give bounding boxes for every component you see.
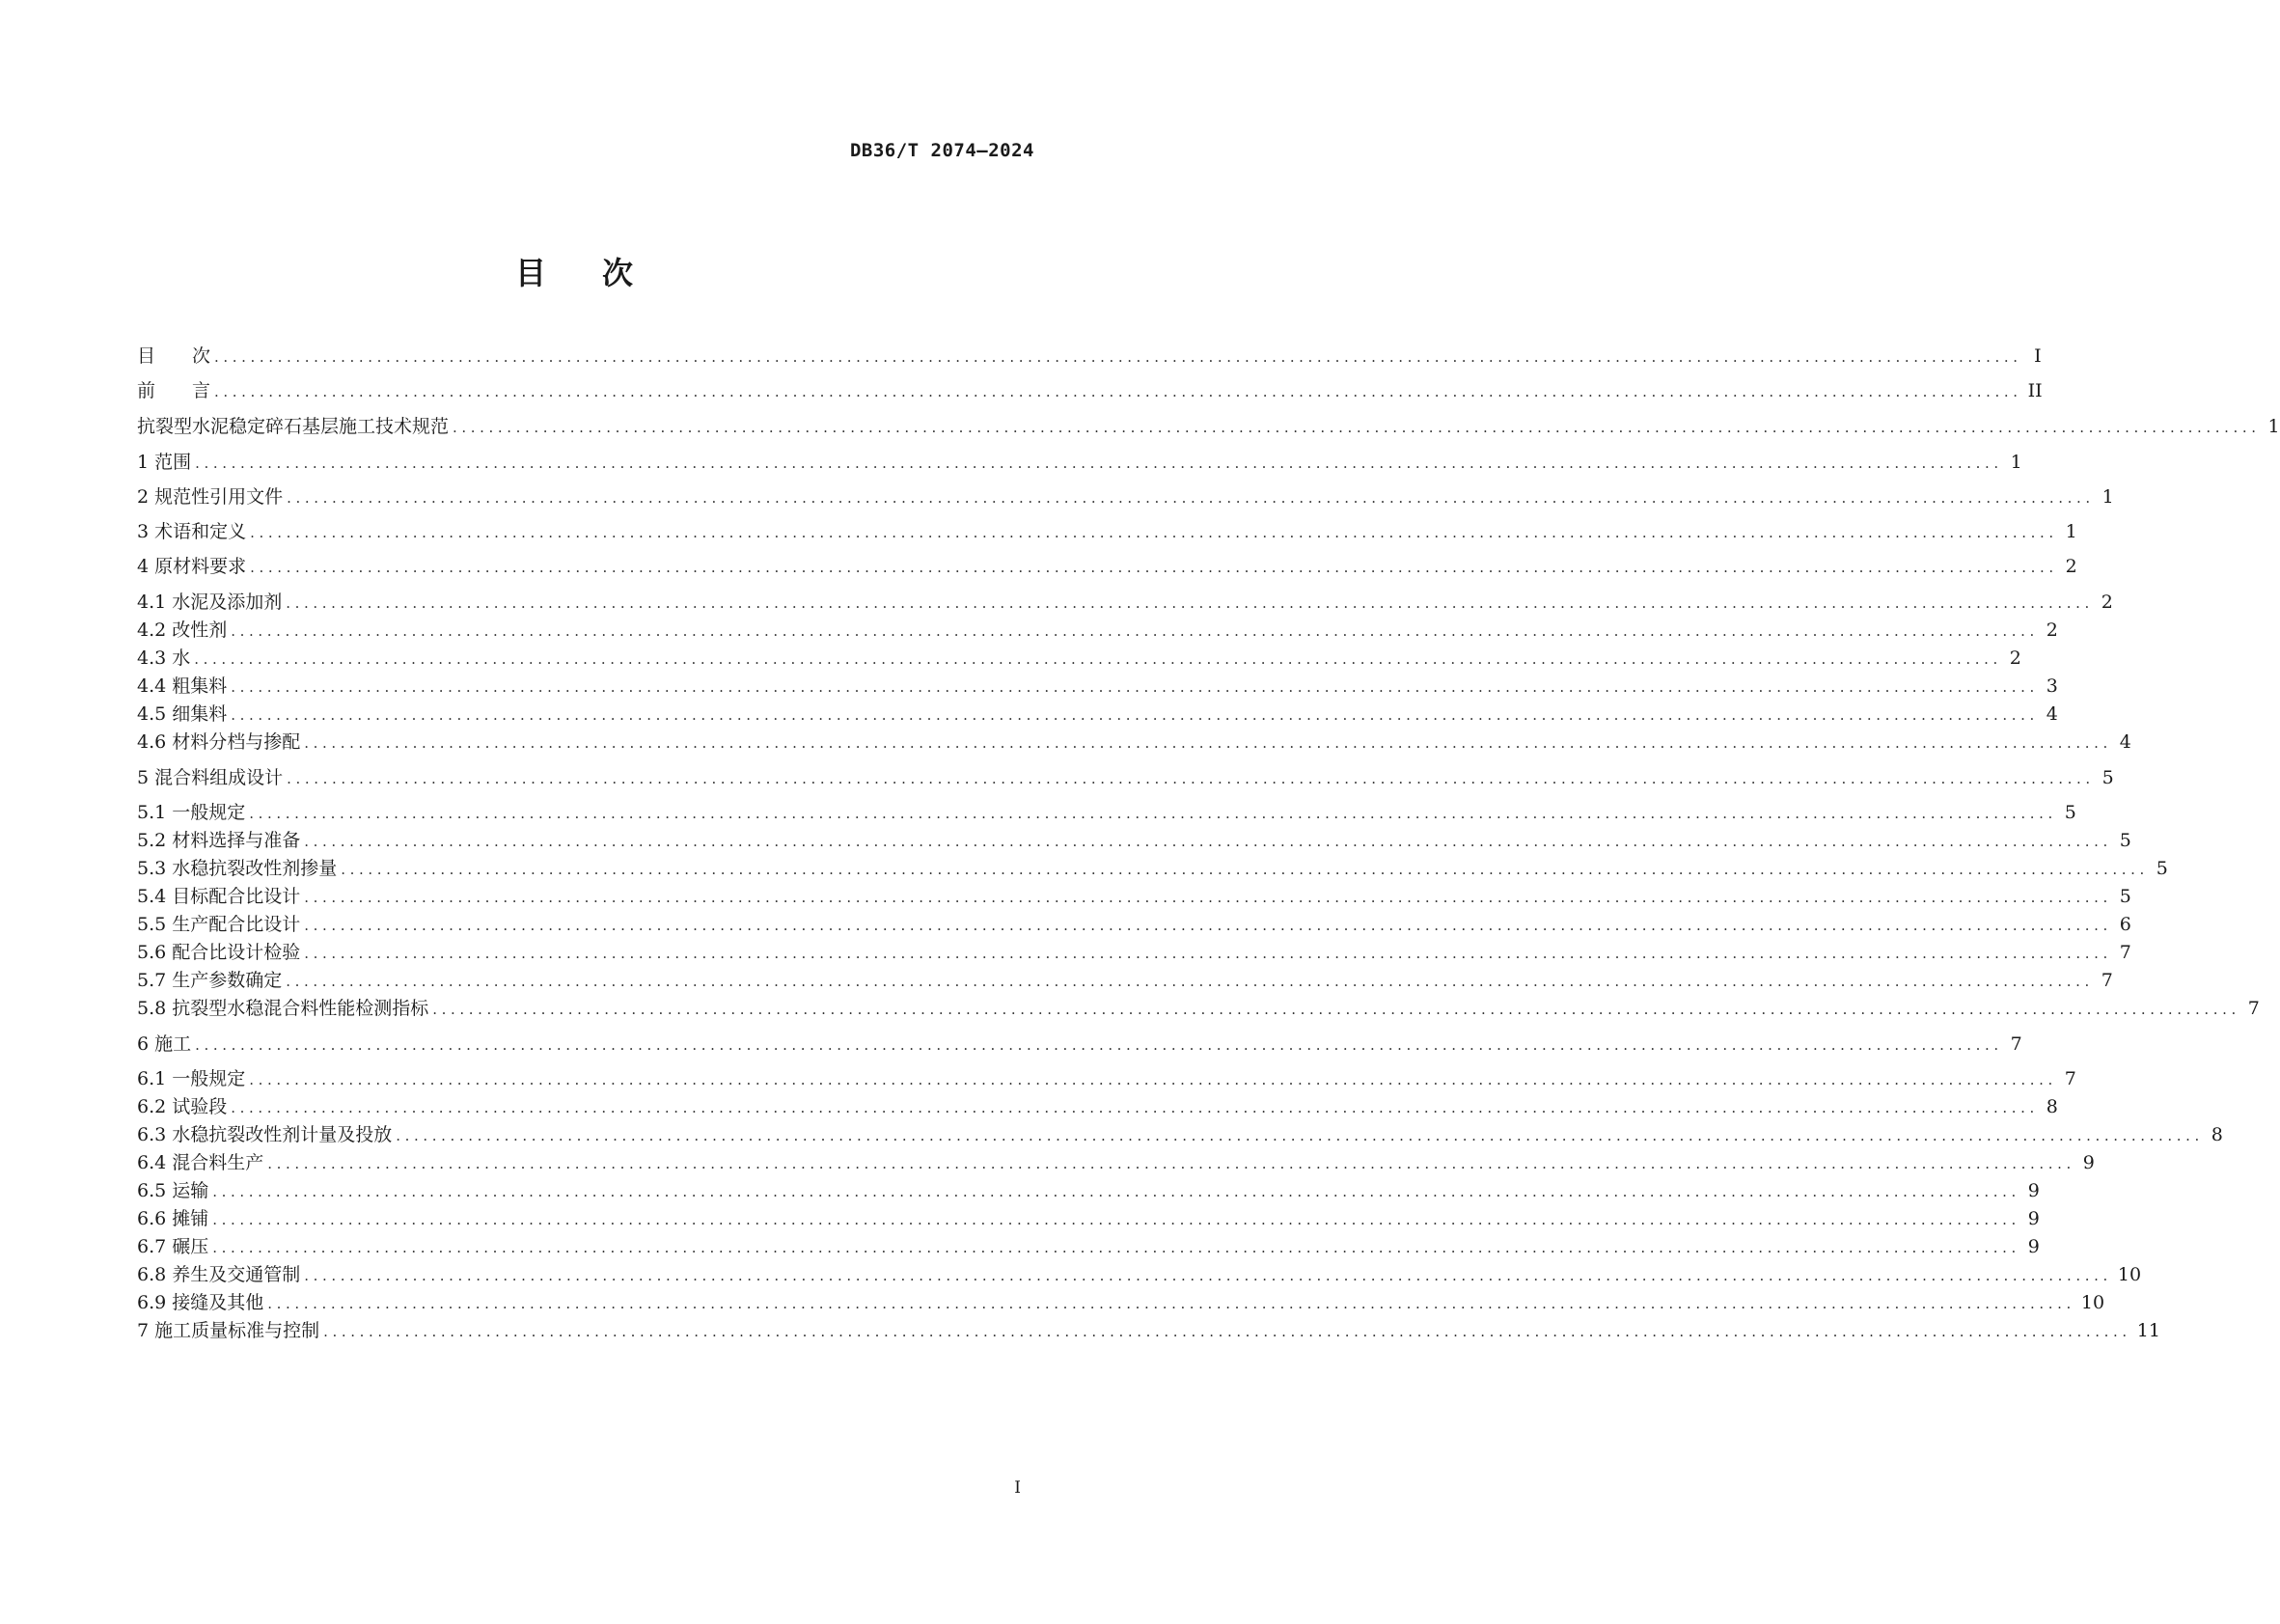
toc-leader-dots: ........................................................................................................................................................................................................ — [304, 833, 2112, 850]
toc-entry-label: 1 范围 — [137, 452, 192, 473]
toc-entry-label: 4 原材料要求 — [137, 556, 247, 577]
toc-leader-dots: ........................................................................................................................................................................................................ — [304, 1267, 2112, 1284]
toc-entry-page: 9 — [2027, 1236, 2040, 1257]
toc-entry-label: 6.6 摊铺 — [137, 1208, 209, 1229]
toc-entry-label: 4.4 粗集料 — [137, 675, 228, 697]
toc-entry-label: 4.1 水泥及添加剂 — [137, 592, 283, 613]
toc-entry-label: 6.2 试验段 — [137, 1096, 228, 1117]
toc-leader-dots: ........................................................................................................................................................................................................ — [231, 622, 2039, 640]
toc-entry-label: 4.3 水 — [137, 647, 191, 669]
toc-entry-page: II — [2027, 380, 2043, 401]
toc-entry[interactable] — [137, 589, 2113, 616]
toc-entry[interactable] — [137, 483, 2114, 510]
toc-entry-label: 3 术语和定义 — [137, 521, 247, 542]
standard-code: DB36/T 2074—2024 — [849, 140, 1034, 161]
toc-entry-page: 6 — [2119, 914, 2131, 935]
toc-entry[interactable] — [137, 1317, 2160, 1344]
toc-entry[interactable] — [137, 701, 2058, 728]
toc-entry[interactable] — [137, 1261, 2142, 1288]
toc-entry-label: 4.5 细集料 — [137, 703, 228, 725]
toc-entry-page: 3 — [2046, 675, 2058, 697]
toc-entry-page: 1 — [2065, 521, 2077, 542]
toc-entry-page: 8 — [2046, 1096, 2058, 1117]
toc-entry[interactable] — [137, 1233, 2040, 1260]
toc-entry-page: 4 — [2046, 703, 2058, 725]
toc-leader-dots: ........................................................................................................................................................................................................ — [453, 419, 2261, 436]
toc-leader-dots: ........................................................................................................................................................................................................ — [250, 524, 2058, 541]
toc-leader-dots: ........................................................................................................................................................................................................ — [250, 559, 2058, 576]
toc-entry[interactable] — [137, 911, 2131, 938]
toc-leader-dots: ........................................................................................................................................................................................................ — [396, 1127, 2204, 1144]
toc-entry-label: 5 混合料组成设计 — [137, 767, 284, 788]
toc-entry-page: 2 — [2046, 619, 2058, 641]
toc-entry-page: 5 — [2156, 858, 2168, 879]
toc-entry-label: 5.4 目标配合比设计 — [137, 886, 301, 907]
toc-leader-dots: ........................................................................................................................................................................................................ — [231, 1099, 2039, 1116]
toc-entry[interactable] — [137, 553, 2077, 580]
toc-entry-page: 11 — [2136, 1320, 2160, 1341]
toc-entry-page: 2 — [2101, 592, 2113, 613]
page-title — [0, 249, 1148, 293]
toc-entry[interactable] — [137, 673, 2058, 700]
toc-entry-label: 6.7 碾压 — [137, 1236, 209, 1257]
toc-entry-label: 6.4 混合料生产 — [137, 1152, 264, 1173]
toc-entry-page: 10 — [2080, 1292, 2105, 1313]
toc-entry-label: 抗裂型水泥稳定碎石基层施工技术规范 — [137, 416, 450, 437]
toc-entry-page: 9 — [2082, 1152, 2095, 1173]
toc-entry-page: 9 — [2027, 1208, 2040, 1229]
toc-leader-dots: ........................................................................................................................................................................................................ — [212, 1183, 2020, 1200]
toc-entry[interactable] — [137, 1031, 2022, 1058]
toc-leader-dots: ........................................................................................................................................................................................................ — [194, 650, 2002, 668]
toc-entry[interactable] — [137, 967, 2113, 994]
toc-entry-page: 1 — [2267, 416, 2280, 437]
toc-entry[interactable] — [137, 799, 2076, 826]
toc-leader-dots: ........................................................................................................................................................................................................ — [214, 383, 2022, 400]
toc-entry[interactable] — [137, 413, 2280, 440]
toc-entry-label: 6.8 养生及交通管制 — [137, 1264, 301, 1285]
toc-entry[interactable] — [137, 645, 2021, 672]
toc-entry-page: I — [2034, 345, 2042, 367]
toc-entry-page: 4 — [2119, 731, 2131, 753]
toc-entry-label: 4.2 改性剂 — [137, 619, 228, 641]
toc-entry-label: 目 次 — [137, 345, 211, 367]
toc-entry[interactable] — [137, 1149, 2095, 1176]
toc-entry-page: 2 — [2065, 556, 2077, 577]
toc-leader-dots: ........................................................................................................................................................................................................ — [287, 489, 2095, 507]
toc-entry[interactable] — [137, 1177, 2040, 1204]
toc-leader-dots: ........................................................................................................................................................................................................ — [231, 706, 2039, 724]
toc-leader-dots: ........................................................................................................................................................................................................ — [212, 1211, 2020, 1228]
footer-page-number: I — [1014, 1478, 1021, 1498]
toc-leader-dots: ........................................................................................................................................................................................................ — [249, 1071, 2057, 1088]
toc-leader-dots: ........................................................................................................................................................................................................ — [231, 678, 2039, 696]
toc-entry-label: 6.1 一般规定 — [137, 1068, 246, 1089]
toc-entry-page: 7 — [2101, 970, 2113, 991]
page-title-right: 次 — [602, 255, 634, 291]
toc-entry[interactable] — [137, 827, 2131, 854]
toc-leader-dots: ........................................................................................................................................................................................................ — [249, 805, 2057, 822]
toc-entry-label: 2 规范性引用文件 — [137, 486, 284, 508]
toc-entry-label: 5.2 材料选择与准备 — [137, 830, 301, 851]
toc-entry-label: 6 施工 — [137, 1033, 192, 1055]
toc-entry[interactable] — [137, 764, 2114, 791]
toc-entry-page: 7 — [2064, 1068, 2076, 1089]
toc-entry-label: 前 言 — [137, 380, 211, 401]
toc-leader-dots: ........................................................................................................................................................................................................ — [304, 917, 2112, 934]
toc-entry[interactable] — [137, 855, 2168, 882]
toc-entry-page: 7 — [2119, 942, 2131, 963]
toc-entry-label: 6.9 接缝及其他 — [137, 1292, 264, 1313]
toc-entry[interactable] — [137, 939, 2131, 966]
toc-entry-page: 5 — [2119, 886, 2131, 907]
toc-leader-dots: ........................................................................................................................................................................................................ — [214, 348, 2022, 366]
toc-entry[interactable] — [137, 995, 2260, 1022]
page-title-left: 目 — [514, 255, 546, 291]
toc-entry[interactable] — [137, 449, 2022, 476]
toc-leader-dots: ........................................................................................................................................................................................................ — [341, 861, 2149, 878]
toc-leader-dots: ........................................................................................................................................................................................................ — [286, 973, 2094, 990]
toc-entry[interactable] — [137, 883, 2131, 910]
toc-entry-label: 6.3 水稳抗裂改性剂计量及投放 — [137, 1124, 393, 1145]
toc-entry-page: 10 — [2117, 1264, 2142, 1285]
toc-entry[interactable] — [137, 1289, 2105, 1316]
toc-entry[interactable] — [137, 1205, 2040, 1232]
toc-entry-label: 5.1 一般规定 — [137, 802, 246, 823]
toc-entry-page: 5 — [2119, 830, 2131, 851]
toc-entry[interactable] — [137, 518, 2077, 545]
toc-entry[interactable] — [137, 343, 2042, 370]
toc-leader-dots: ........................................................................................................................................................................................................ — [287, 770, 2095, 787]
toc-entry-label: 4.6 材料分档与掺配 — [137, 731, 301, 753]
toc-entry-label: 5.5 生产配合比设计 — [137, 914, 301, 935]
toc-entry-label: 5.3 水稳抗裂改性剂掺量 — [137, 858, 338, 879]
toc-entry-page: 1 — [2101, 486, 2114, 508]
toc-entry-page: 2 — [2009, 647, 2021, 669]
toc-entry[interactable] — [137, 729, 2131, 756]
toc-leader-dots: ........................................................................................................................................................................................................ — [432, 1001, 2240, 1018]
toc-entry-label: 5.8 抗裂型水稳混合料性能检测指标 — [137, 998, 429, 1019]
toc-leader-dots: ........................................................................................................................................................................................................ — [267, 1295, 2075, 1312]
toc-leader-dots: ........................................................................................................................................................................................................ — [212, 1239, 2020, 1256]
toc-leader-dots: ........................................................................................................................................................................................................ — [195, 454, 2003, 472]
toc-entry[interactable] — [137, 1121, 2223, 1148]
toc-leader-dots: ........................................................................................................................................................................................................ — [304, 734, 2112, 752]
toc-entry-label: 7 施工质量标准与控制 — [137, 1320, 320, 1341]
toc-leader-dots: ........................................................................................................................................................................................................ — [323, 1323, 2131, 1340]
toc-entry-page: 5 — [2064, 802, 2076, 823]
toc-entry[interactable] — [137, 1065, 2076, 1092]
toc-entry[interactable] — [137, 617, 2058, 644]
toc-entry-page: 7 — [2247, 998, 2260, 1019]
toc-entry-page: 5 — [2101, 767, 2114, 788]
toc-entry-page: 8 — [2211, 1124, 2223, 1145]
toc-entry-label: 5.6 配合比设计检验 — [137, 942, 301, 963]
toc-leader-dots: ........................................................................................................................................................................................................ — [286, 594, 2094, 612]
toc-entry-label: 5.7 生产参数确定 — [137, 970, 283, 991]
toc-leader-dots: ........................................................................................................................................................................................................ — [304, 945, 2112, 962]
toc-entry-page: 9 — [2027, 1180, 2040, 1201]
toc-entry-label: 6.5 运输 — [137, 1180, 209, 1201]
toc-entry[interactable] — [137, 1093, 2058, 1120]
toc-leader-dots: ........................................................................................................................................................................................................ — [304, 889, 2112, 906]
toc-leader-dots: ........................................................................................................................................................................................................ — [195, 1036, 2003, 1054]
toc-entry[interactable] — [137, 377, 2043, 404]
toc-entry-page: 7 — [2010, 1033, 2022, 1055]
toc-entry-page: 1 — [2010, 452, 2022, 473]
toc-leader-dots: ........................................................................................................................................................................................................ — [267, 1155, 2075, 1172]
